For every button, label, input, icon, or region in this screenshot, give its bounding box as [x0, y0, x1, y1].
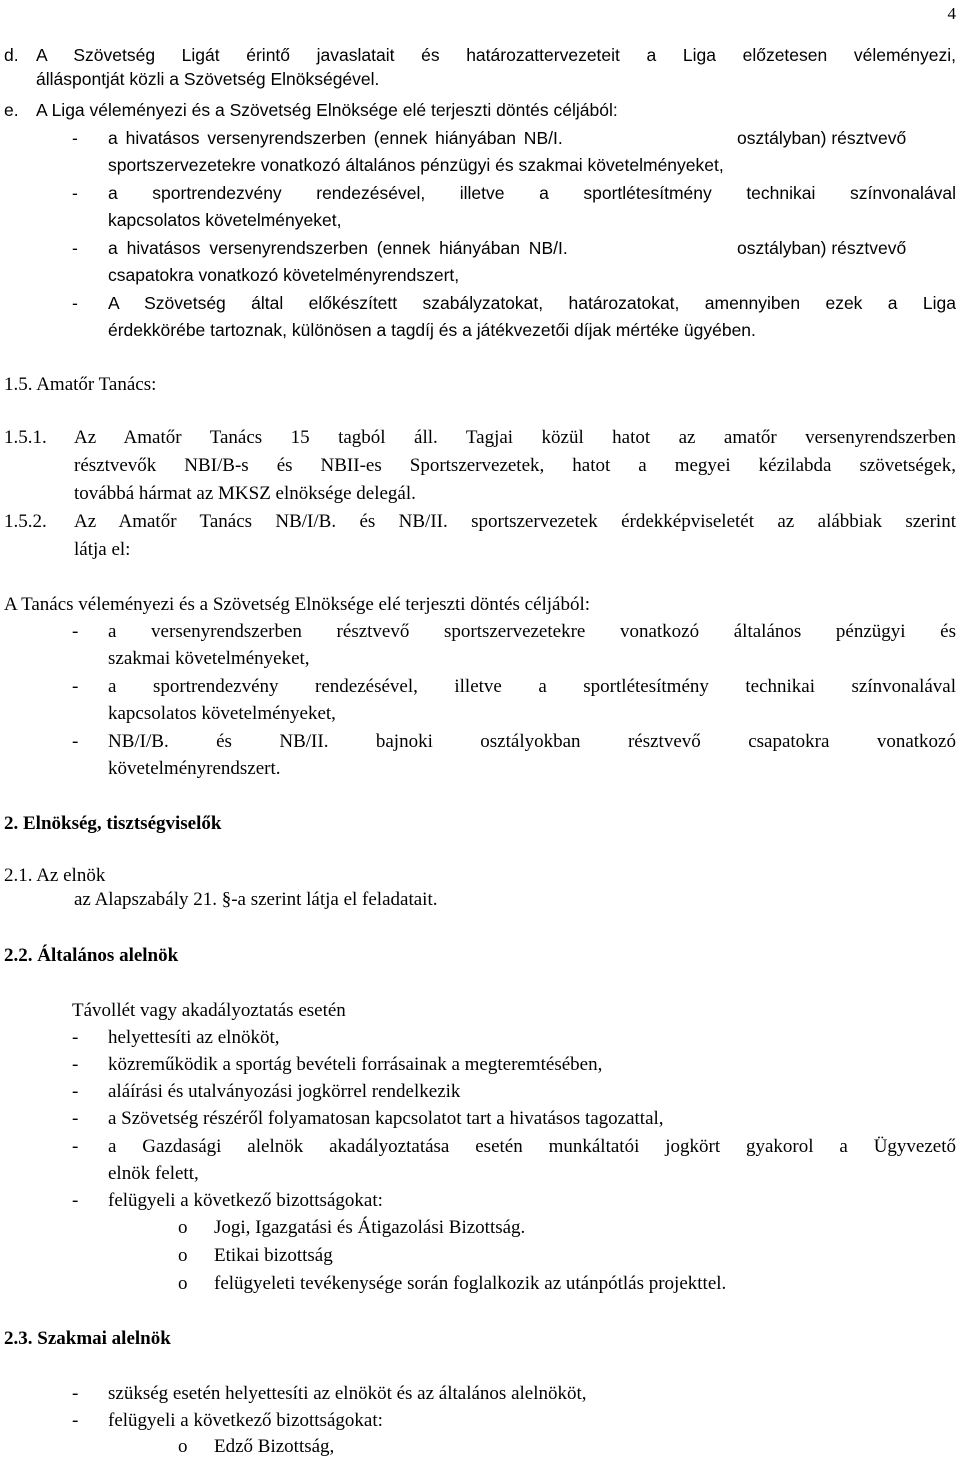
dash: - — [72, 676, 79, 697]
liga-e-line1: A Liga véleményezi és a Szövetség Elnöksége elé terjeszti döntés céljából: — [36, 100, 618, 120]
liga-item4-line2: érdekkörébe tartoznak, különösen a tagdíj és a játékvezetői díjak mértéke ügyében. — [108, 320, 756, 340]
bullet-circle: o — [178, 1217, 188, 1238]
dash: - — [72, 293, 78, 313]
dash: - — [72, 1383, 79, 1404]
liga-d-line1: A Szövetség Ligát érintő javaslatait és határozattervezeteit a Liga előzetesen véleményezi, — [36, 45, 956, 65]
dash: - — [72, 1136, 79, 1157]
liga-item2-line2: kapcsolatos követelményeket, — [108, 210, 342, 230]
dash: - — [72, 1108, 79, 1129]
elnok-text: az Alapszabály 21. §-a szerint látja el feladatait. — [74, 889, 438, 910]
szakmai-bizottsag-item1: Edző Bizottság, — [214, 1436, 335, 1457]
bizottsag-item3: felügyeleti tevékenysége során foglalkozik az utánpótlás projekttel. — [214, 1273, 727, 1294]
dash: - — [72, 731, 79, 752]
item-label-e: e. — [4, 100, 19, 120]
alelnok-item5-line2: elnök felett, — [108, 1163, 199, 1184]
tanacs-intro: A Tanács véleményezi és a Szövetség Elnöksége elé terjeszti döntés céljából: — [4, 594, 591, 615]
p151-line2: résztvevők NBI/B-s és NBII-es Sportszervezetek, hatot a megyei kézilabda szövetségek, — [74, 455, 956, 476]
alelnok-item5-line1: a Gazdasági alelnök akadályoztatása esetén munkáltatói jogkört gyakorol a Ügyvezető — [108, 1136, 956, 1157]
alelnok-item2: közreműködik a sportág bevételi forrásainak a megteremtésében, — [108, 1054, 603, 1075]
tanacs-item1-line2: szakmai követelményeket, — [108, 648, 310, 669]
section-heading-2-2: 2.2. Általános alelnök — [4, 945, 179, 966]
section-heading-1-5: 1.5. Amatőr Tanács: — [4, 374, 157, 395]
liga-item3-line2: csapatokra vonatkozó követelményrendszert, — [108, 265, 460, 285]
section-heading-2: 2. Elnökség, tisztségviselők — [4, 813, 222, 834]
liga-item3-line1b: osztályban) résztvevő — [737, 238, 907, 258]
p151-line3: továbbá hármat az MKSZ elnöksége delegál. — [74, 483, 416, 504]
tanacs-item3-line2: követelményrendszert. — [108, 758, 281, 779]
liga-item3-line1a: a hivatásos versenyrendszerben (ennek hiányában NB/I. — [108, 238, 568, 258]
bullet-circle: o — [178, 1273, 188, 1294]
alelnok-intro: Távollét vagy akadályoztatás esetén — [72, 1000, 346, 1021]
dash: - — [72, 621, 79, 642]
page-number: 4 — [947, 4, 956, 23]
tanacs-item1-line1: a versenyrendszerben résztvevő sportszervezetekre vonatkozó általános pénzügyi és — [108, 621, 956, 642]
dash: - — [72, 1027, 79, 1048]
bizottsag-item2: Etikai bizottság — [214, 1245, 333, 1266]
section-heading-2-1: 2.1. Az elnök — [4, 865, 106, 886]
dash: - — [72, 128, 78, 148]
liga-item1-line2: sportszervezetekre vonatkozó általános pénzügyi és szakmai követelményeket, — [108, 155, 724, 175]
item-label-d: d. — [4, 45, 19, 65]
alelnok-item3: aláírási és utalványozási jogkörrel rendelkezik — [108, 1081, 461, 1102]
bullet-circle: o — [178, 1436, 188, 1457]
szakmai-item1: szükség esetén helyettesíti az elnököt és az általános alelnököt, — [108, 1383, 587, 1404]
tanacs-item2-line1: a sportrendezvény rendezésével, illetve a sportlétesítmény technikai színvonalával — [108, 676, 956, 697]
liga-item2-line1: a sportrendezvény rendezésével, illetve a sportlétesítmény technikai színvonalával — [108, 183, 956, 203]
p152-line2: látja el: — [74, 539, 131, 560]
bullet-circle: o — [178, 1245, 188, 1266]
p151-line1: Az Amatőr Tanács 15 tagból áll. Tagjai közül hatot az amatőr versenyrendszerben — [74, 427, 956, 448]
dash: - — [72, 183, 78, 203]
dash: - — [72, 1081, 79, 1102]
alelnok-item6: felügyeli a következő bizottságokat: — [108, 1190, 383, 1211]
liga-item1-line1a: a hivatásos versenyrendszerben (ennek hiányában NB/I. — [108, 128, 563, 148]
dash: - — [72, 1054, 79, 1075]
paragraph-number-1-5-2: 1.5.2. — [4, 511, 47, 532]
dash: - — [72, 1190, 79, 1211]
bizottsag-item1: Jogi, Igazgatási és Átigazolási Bizottság. — [214, 1217, 526, 1238]
dash: - — [72, 1410, 79, 1431]
alelnok-item1: helyettesíti az elnököt, — [108, 1027, 280, 1048]
szakmai-item2: felügyeli a következő bizottságokat: — [108, 1410, 383, 1431]
paragraph-number-1-5-1: 1.5.1. — [4, 427, 47, 448]
liga-item1-line1b: osztályban) résztvevő — [737, 128, 907, 148]
tanacs-item2-line2: kapcsolatos követelményeket, — [108, 703, 336, 724]
p152-line1: Az Amatőr Tanács NB/I/B. és NB/II. sportszervezetek érdekképviseletét az alábbiak szerint — [74, 511, 956, 532]
section-heading-2-3: 2.3. Szakmai alelnök — [4, 1328, 171, 1349]
tanacs-item3-line1: NB/I/B. és NB/II. bajnoki osztályokban résztvevő csapatokra vonatkozó — [108, 731, 956, 752]
liga-d-line2: álláspontját közli a Szövetség Elnökségével. — [36, 69, 380, 89]
alelnok-item4: a Szövetség részéről folyamatosan kapcsolatot tart a hivatásos tagozattal, — [108, 1108, 664, 1129]
liga-item4-line1: A Szövetség által előkészített szabályzatokat, határozatokat, amennyiben ezek a Liga — [108, 293, 956, 313]
dash: - — [72, 238, 78, 258]
